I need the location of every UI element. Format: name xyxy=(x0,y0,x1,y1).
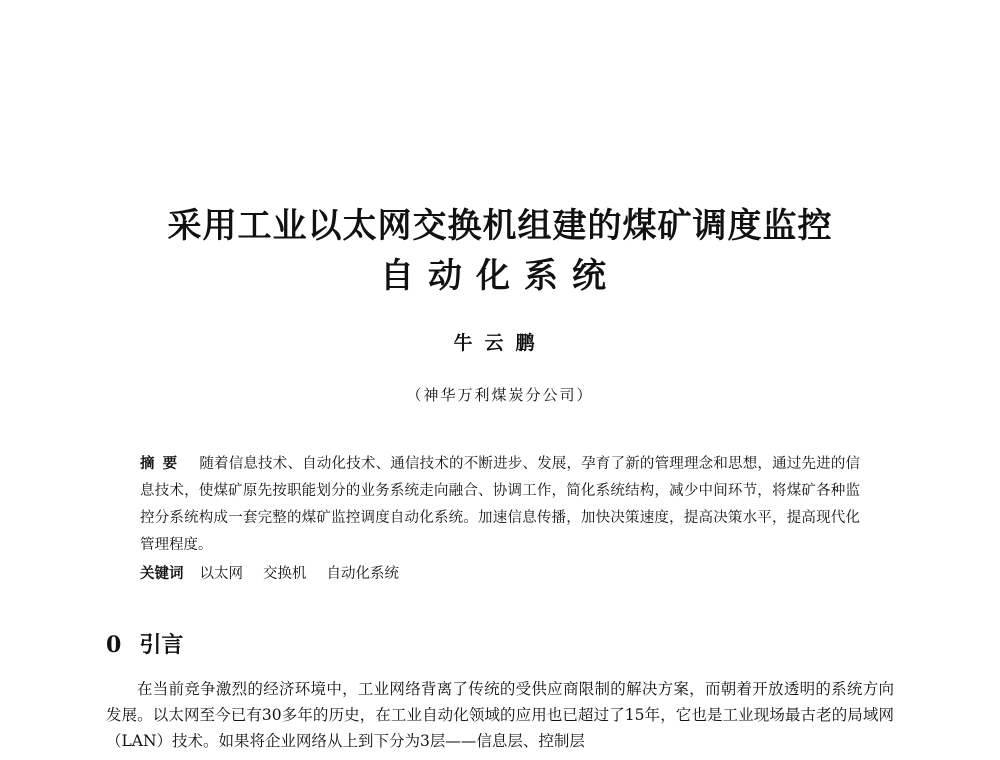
keyword: 以太网 xyxy=(199,566,243,582)
abstract xyxy=(140,450,860,559)
author-name: 牛云鹏 xyxy=(453,332,547,354)
keywords xyxy=(140,562,860,583)
body-paragraph: 在当前竞争激烈的经济环境中，工业网络背离了传统的受供应商限制的解决方案，而朝着开放透明的系统方向发展。以太网至今已有30多年的历史，在工业自动化领域的应用也已超过了15年，它也是工业现场最古老的局域网（LAN）技术。如果将企业网络从上到下分为3层——信息层、控制层 xyxy=(106,680,894,750)
author-affiliation: （神华万利煤炭分公司） xyxy=(406,386,594,404)
section-number: 0 xyxy=(106,632,122,658)
keyword: 交换机 xyxy=(263,566,307,582)
abstract-label: 摘要 xyxy=(140,455,186,472)
keywords-label: 关键词 xyxy=(140,565,184,582)
keyword: 自动化系统 xyxy=(326,566,399,582)
section-title: 引言 xyxy=(139,632,184,658)
abstract-text: 随着信息技术、自动化技术、通信技术的不断进步、发展，孕育了新的管理理念和思想，通过先进的信息技术，使煤矿原先按职能划分的业务系统走向融合、协调工作，简化系统结构，减少中间环节，将煤矿各种监控分系统构成一套完整的煤矿监控调度自动化系统。加速信息传播，加快决策速度，提高决策水平，提高现代化管理程度。 xyxy=(140,456,861,553)
paper-title-line-1: 采用工业以太网交换机组建的煤矿调度监控 xyxy=(167,206,833,246)
paper-title-line-2: 自动化系统 xyxy=(380,256,620,296)
section-heading xyxy=(106,628,183,659)
